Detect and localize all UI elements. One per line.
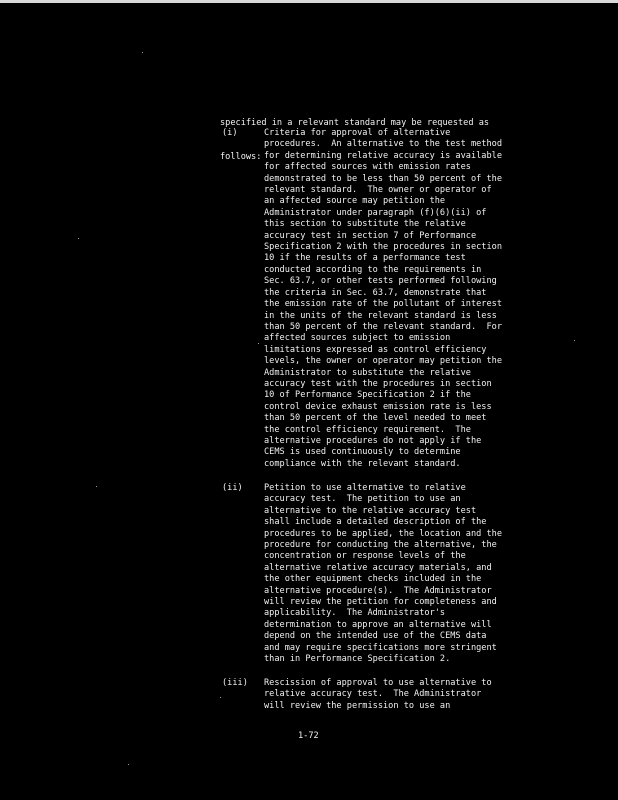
body-line: 10 of Performance Specification 2 if the [264,390,471,401]
body-line: than 50 percent of the relevant standard. For [264,321,502,332]
body-line: accuracy test. The petition to use an [264,494,461,505]
intro-line: specified in a relevant standard may be requested as [220,117,490,128]
body-line: Administrator to substitute the relative [264,367,471,378]
body-line: Specification 2 with the procedures in section [264,242,502,253]
body-line: this section to substitute the relative [264,219,466,230]
body-line: determination to approve an alternative will [264,619,492,630]
scan-speck [128,764,129,765]
body-line: for determining relative accuracy is available [264,150,502,161]
body-line: demonstrated to be less than 50 percent of the [264,173,502,184]
list-item-iii [222,678,492,724]
body-line: alternative to the relative accuracy test [264,505,477,516]
body-line: the criteria in Sec. 63.7, demonstrate that [264,287,487,298]
body-line: Administrator under paragraph (f)(6)(ii) of [264,207,487,218]
item-label: (ii) [222,483,243,493]
body-line: Sec. 63.7, or other tests performed following [264,276,497,287]
body-line: relative accuracy test. The Administrator [264,689,482,700]
body-line: depend on the intended use of the CEMS data [264,631,487,642]
body-line: conducted according to the requirements in [264,264,482,275]
scan-speck [258,343,259,344]
scan-speck [96,486,97,487]
body-line: procedures to be applied, the location and the [264,528,502,539]
item-body [264,128,502,470]
page-number: 1-72 [298,731,319,741]
body-line: than 50 percent of the level needed to meet [264,413,487,424]
body-line: affected sources subject to emission [264,333,451,344]
body-line: alternative procedure(s). The Administrator [264,585,492,596]
list-item-ii [222,483,502,665]
body-line: limitations expressed as control efficiency [264,344,487,355]
body-line: for affected sources with emission rates [264,162,471,173]
body-line: accuracy test in section 7 of Performance [264,230,477,241]
body-line: levels, the owner or operator may petition the [264,356,502,367]
body-line: the emission rate of the pollutant of interest [264,299,502,310]
body-line: concentration or response levels of the [264,551,466,562]
body-line: procedure for conducting the alternative, the [264,540,497,551]
scan-speck [220,697,221,698]
body-line: applicability. The Administrator's [264,608,446,619]
scan-speck [78,238,79,239]
body-line: accuracy test with the procedures in section [264,378,492,389]
item-body [264,678,492,712]
body-line: 10 if the results of a performance test [264,253,466,264]
item-label: (i) [222,128,238,138]
list-item-i [222,128,502,469]
body-line: and may require specifications more stringent [264,642,497,653]
scan-top-edge [0,0,618,3]
body-line: alternative relative accuracy materials, and [264,562,492,573]
body-line: in the units of the relevant standard is less [264,310,497,321]
item-label: (iii) [222,678,248,688]
body-line: relevant standard. The owner or operator of [264,185,492,196]
body-line: an affected source may petition the [264,196,446,207]
body-line: procedures. An alternative to the test method [264,139,502,150]
item-body [264,483,502,666]
scan-speck [142,52,143,53]
body-line: will review the petition for completeness and [264,597,497,608]
body-line: control device exhaust emission rate is less [264,401,492,412]
body-line: alternative procedures do not apply if the [264,435,482,446]
body-line: will review the permission to use an [264,700,451,711]
body-line: Petition to use alternative to relative [264,483,466,493]
body-line: than in Performance Specification 2. [264,654,451,665]
body-line: CEMS is used continuously to determine [264,447,461,458]
body-line: the control efficiency requirement. The [264,424,471,435]
body-line: the other equipment checks included in the [264,574,482,585]
scan-speck [574,340,575,341]
body-line: compliance with the relevant standard. [264,458,461,469]
intro-line: follows: [220,152,262,163]
body-line: Criteria for approval of alternative [264,128,451,138]
body-line: Rescission of approval to use alternative to [264,678,492,688]
body-line: shall include a detailed description of the [264,517,487,528]
